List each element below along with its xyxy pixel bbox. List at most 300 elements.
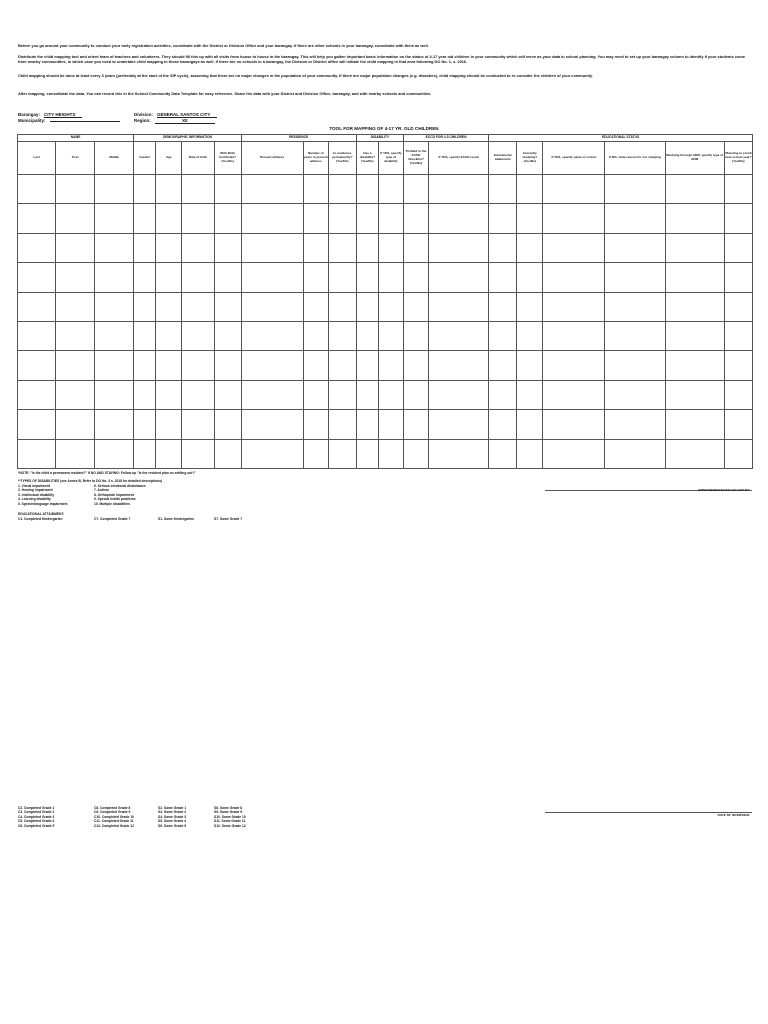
col-gender: Gender (134, 142, 156, 175)
table-cell[interactable] (403, 233, 428, 262)
list-item: S9. Some Grade 9 (214, 810, 243, 815)
table-cell[interactable] (403, 204, 428, 233)
instruction-paragraph-4: After mapping, consolidate the data. You can record this in the School Community Data Template for easy reference. Share the data with your District and Division Office, barangay, and with nearby schools and communities. (18, 91, 432, 96)
table-cell[interactable] (429, 351, 489, 380)
interviewed-by-label: INTERVIEWED BY/FILLED OUT BY: (698, 488, 750, 492)
table-cell[interactable] (303, 233, 328, 262)
col-eccd-result: If YES, specify ECCD result (429, 142, 489, 175)
table-cell[interactable] (241, 204, 303, 233)
table-cell[interactable] (56, 175, 95, 204)
col-first: First (56, 142, 95, 175)
table-cell[interactable] (95, 410, 134, 439)
table-cell[interactable] (724, 175, 752, 204)
table-cell[interactable] (605, 263, 665, 292)
legend-col-2 (94, 806, 134, 828)
table-cell[interactable] (156, 292, 182, 321)
table-cell[interactable] (156, 263, 182, 292)
table-cell[interactable] (356, 380, 378, 409)
table-cell[interactable] (18, 204, 56, 233)
table-cell[interactable] (303, 439, 328, 468)
table-cell[interactable] (303, 204, 328, 233)
instruction-paragraph-3: Child mapping should be done at least every 3 years (preferably at the start of the SIP cycle), assuming that there are no major changes in the population of your community. If there are major population changes (e.g. disasters), child mapping should be conducted to re-consider the children of your community. (18, 73, 593, 78)
list-item: 5. Speech/language impairment (18, 501, 68, 506)
table-cell[interactable] (543, 175, 605, 204)
table-cell[interactable] (303, 292, 328, 321)
table-body (18, 175, 753, 469)
table-row (18, 263, 753, 292)
col-birth-certificate: With Birth Certificate? (Yes/No) (214, 142, 241, 175)
table-cell[interactable] (724, 410, 752, 439)
table-cell[interactable] (356, 321, 378, 350)
table-cell[interactable] (56, 410, 95, 439)
table-cell[interactable] (517, 410, 543, 439)
table-cell[interactable] (134, 233, 156, 262)
table-cell[interactable] (134, 351, 156, 380)
table-cell[interactable] (517, 263, 543, 292)
col-present-address: Present address (241, 142, 303, 175)
table-cell[interactable] (724, 204, 752, 233)
list-item: 1. Visual impairment (18, 484, 51, 488)
table-cell[interactable] (356, 439, 378, 468)
table-cell[interactable] (665, 410, 724, 439)
date-of-interview-label: DATE OF INTERVIEW: (717, 813, 750, 817)
table-cell[interactable] (214, 175, 241, 204)
municipality-value (50, 121, 120, 122)
table-cell[interactable] (134, 175, 156, 204)
table-cell[interactable] (95, 439, 134, 468)
table-cell[interactable] (724, 380, 752, 409)
table-cell[interactable] (356, 410, 378, 439)
table-cell[interactable] (214, 321, 241, 350)
list-item: C6. Completed Grade 5 (18, 823, 55, 828)
table-cell[interactable] (489, 380, 517, 409)
table-cell[interactable] (403, 439, 428, 468)
table-cell[interactable] (489, 292, 517, 321)
table-cell[interactable] (95, 263, 134, 292)
table-row (18, 410, 753, 439)
table-cell[interactable] (156, 204, 182, 233)
table-cell[interactable] (403, 292, 428, 321)
list-item: S3. Some Grade 2 (158, 810, 187, 815)
table-cell[interactable] (403, 351, 428, 380)
table-cell[interactable] (605, 321, 665, 350)
legend-col-3 (158, 806, 186, 828)
list-item: C10. Completed Grade 10 (94, 814, 134, 819)
table-cell[interactable] (378, 175, 403, 204)
col-school-name: If YES, specify name of school (543, 142, 605, 175)
table-cell[interactable] (134, 321, 156, 350)
disability-types-col-2 (94, 484, 146, 506)
list-item: 7. Autism (94, 488, 109, 493)
table-cell[interactable] (18, 263, 56, 292)
table-cell[interactable] (214, 351, 241, 380)
col-last: Last (18, 142, 56, 175)
table-cell[interactable] (328, 380, 356, 409)
table-cell[interactable] (665, 439, 724, 468)
table-cell[interactable] (543, 410, 605, 439)
municipality-label: Municipality: (18, 118, 46, 123)
table-cell[interactable] (543, 263, 605, 292)
list-item: S4. Some Grade 3 (158, 814, 187, 819)
table-row (18, 233, 753, 262)
table-cell[interactable] (241, 263, 303, 292)
table-cell[interactable] (403, 263, 428, 292)
table-cell[interactable] (241, 380, 303, 409)
table-cell[interactable] (605, 351, 665, 380)
table-cell[interactable] (156, 351, 182, 380)
instruction-paragraph-1: Before you go around your community to conduct your early registration activities, coordinate with the District or Division Office and your barangay. If there are other schools in your barangay, coordinate with them as well. (18, 43, 429, 48)
table-cell[interactable] (605, 292, 665, 321)
list-item: 9. Special health problems (94, 497, 136, 502)
table-cell[interactable] (489, 321, 517, 350)
table-cell[interactable] (517, 380, 543, 409)
table-cell[interactable] (303, 321, 328, 350)
table-cell[interactable] (378, 380, 403, 409)
table-cell[interactable] (489, 263, 517, 292)
table-cell[interactable] (665, 175, 724, 204)
table-cell[interactable] (356, 204, 378, 233)
region-value: XII (155, 118, 215, 124)
table-cell[interactable] (134, 292, 156, 321)
group-demographic: DEMOGRAPHIC INFORMATION (134, 135, 241, 142)
list-item: C8. Completed Grade 8 (94, 806, 131, 810)
table-cell[interactable] (517, 351, 543, 380)
legend-col-1 (18, 806, 54, 828)
table-cell[interactable] (18, 175, 56, 204)
table-cell[interactable] (403, 410, 428, 439)
table-cell[interactable] (214, 204, 241, 233)
table-cell[interactable] (214, 263, 241, 292)
table-cell[interactable] (214, 439, 241, 468)
table-cell[interactable] (214, 233, 241, 262)
table-cell[interactable] (328, 263, 356, 292)
table-cell[interactable] (429, 175, 489, 204)
table-cell[interactable] (56, 351, 95, 380)
table-cell[interactable] (18, 321, 56, 350)
table-cell[interactable] (665, 380, 724, 409)
col-years-in-address: Number of years in present address (303, 142, 328, 175)
list-item: C7. Completed Grade 7 (94, 517, 131, 521)
table-cell[interactable] (182, 292, 214, 321)
table-cell[interactable] (18, 233, 56, 262)
col-adm-type: Studying through ADM, specify type of ADM (665, 142, 724, 175)
table-cell[interactable] (241, 410, 303, 439)
list-item: C4. Completed Grade 3 (18, 814, 55, 819)
list-item: S2. Some Grade 1 (158, 806, 187, 810)
disability-types-col-1 (18, 484, 67, 506)
table-row (18, 439, 753, 468)
table-cell[interactable] (429, 439, 489, 468)
group-eccd: ECCD FOR 4-5 CHILDREN (403, 135, 488, 142)
table-cell[interactable] (182, 380, 214, 409)
table-cell[interactable] (429, 204, 489, 233)
table-cell[interactable] (241, 321, 303, 350)
table-cell[interactable] (543, 292, 605, 321)
table-cell[interactable] (241, 175, 303, 204)
table-cell[interactable] (182, 321, 214, 350)
table-cell[interactable] (489, 410, 517, 439)
list-item: C3. Completed Grade 2 (18, 810, 55, 815)
table-cell[interactable] (724, 263, 752, 292)
table-cell[interactable] (605, 233, 665, 262)
list-item: C12. Completed Grade 12 (94, 823, 134, 828)
table-cell[interactable] (378, 321, 403, 350)
group-header-row (18, 135, 753, 142)
table-cell[interactable] (241, 292, 303, 321)
table-cell[interactable] (356, 292, 378, 321)
table-row (18, 204, 753, 233)
table-row (18, 175, 753, 204)
table-cell[interactable] (134, 380, 156, 409)
table-cell[interactable] (605, 204, 665, 233)
table-cell[interactable] (134, 439, 156, 468)
table-cell[interactable] (403, 321, 428, 350)
division-value: GENERAL SANTOS CITY (157, 112, 217, 118)
table-cell[interactable] (328, 233, 356, 262)
table-cell[interactable] (182, 351, 214, 380)
table-cell[interactable] (429, 233, 489, 262)
table-cell[interactable] (378, 292, 403, 321)
table-cell[interactable] (156, 233, 182, 262)
table-cell[interactable] (95, 292, 134, 321)
table-cell[interactable] (378, 410, 403, 439)
table-cell[interactable] (403, 175, 428, 204)
instruction-paragraph-2: Distribute the child mapping tool and orient team of teachers and volunteers. They should fill this up with all visits from house to house in the barangay. This will help you gather important basic information on the status of 4-17 year old children in your community which will serve as your data in school planning. You may need to set up your barangay column to identify if your students come from nearby communities, in which case you need to undertake child mapping in those barangays as well. If there are no schools in a barangay, the Division or District office will initiate the child mapping in that area following DO No. 1, s. 2016. (18, 54, 746, 64)
table-cell[interactable] (303, 410, 328, 439)
table-cell[interactable] (56, 263, 95, 292)
table-cell[interactable] (214, 410, 241, 439)
group-educational-status: EDUCATIONAL STATUS (489, 135, 753, 142)
table-cell[interactable] (489, 233, 517, 262)
list-item: C5. Completed Grade 4 (18, 819, 55, 824)
table-cell[interactable] (543, 233, 605, 262)
table-cell[interactable] (378, 233, 403, 262)
list-item: C11. Completed Grade 11 (94, 819, 134, 824)
table-cell[interactable] (56, 321, 95, 350)
list-item: C1. Completed Kindergarten (18, 517, 63, 521)
table-cell[interactable] (95, 380, 134, 409)
table-cell[interactable] (214, 380, 241, 409)
table-cell[interactable] (95, 351, 134, 380)
table-cell[interactable] (56, 380, 95, 409)
table-cell[interactable] (489, 204, 517, 233)
table-cell[interactable] (356, 263, 378, 292)
table-cell[interactable] (214, 292, 241, 321)
list-item: S1. Some Kindergarten (158, 517, 195, 521)
table-cell[interactable] (134, 204, 156, 233)
list-item: S10. Some Grade 10 (214, 814, 246, 819)
list-item: S7. Some Grade 7 (214, 517, 243, 521)
table-cell[interactable] (182, 410, 214, 439)
table-cell[interactable] (328, 410, 356, 439)
table-cell[interactable] (134, 410, 156, 439)
table-cell[interactable] (18, 380, 56, 409)
table-cell[interactable] (95, 321, 134, 350)
table-cell[interactable] (724, 439, 752, 468)
table-cell[interactable] (182, 233, 214, 262)
table-cell[interactable] (429, 292, 489, 321)
col-age: Age (156, 142, 182, 175)
list-item: 8. Orthopedic impairment (94, 492, 134, 497)
table-cell[interactable] (328, 439, 356, 468)
table-cell[interactable] (429, 410, 489, 439)
list-item: C2. Completed Grade 1 (18, 806, 55, 810)
table-cell[interactable] (378, 263, 403, 292)
table-cell[interactable] (156, 175, 182, 204)
col-enroll-next-year: Planning to enroll next school year? (Yes/No) (724, 142, 752, 175)
list-item: S5. Some Grade 4 (158, 819, 187, 824)
table-cell[interactable] (489, 175, 517, 204)
table-cell[interactable] (356, 351, 378, 380)
region-field (134, 118, 215, 124)
table-cell[interactable] (56, 204, 95, 233)
table-cell[interactable] (605, 439, 665, 468)
table-cell[interactable] (56, 439, 95, 468)
group-name: NAME (18, 135, 134, 142)
table-cell[interactable] (517, 439, 543, 468)
division-label: Division: (134, 112, 154, 117)
table-cell[interactable] (303, 351, 328, 380)
table-cell[interactable] (429, 263, 489, 292)
table-cell[interactable] (543, 380, 605, 409)
table-cell[interactable] (303, 380, 328, 409)
list-item: C9. Completed Grade 9 (94, 810, 131, 815)
group-disability: DISABILITY (356, 135, 403, 142)
table-cell[interactable] (543, 351, 605, 380)
col-eccd-profiled: Profiled in the ECCD Checklist? (Yes/No) (403, 142, 428, 175)
list-item: 3. Intellectual disability (18, 492, 55, 497)
table-cell[interactable] (303, 175, 328, 204)
table-cell[interactable] (429, 321, 489, 350)
table-cell[interactable] (303, 263, 328, 292)
table-cell[interactable] (182, 439, 214, 468)
educational-attainment-heading: EDUCATIONAL ATTAINMENT: (18, 512, 65, 516)
table-row (18, 380, 753, 409)
municipality-field (18, 118, 120, 123)
col-reason-not-studying: If NO, state reason for not studying (605, 142, 665, 175)
table-cell[interactable] (328, 175, 356, 204)
table-cell[interactable] (241, 439, 303, 468)
table-cell[interactable] (356, 175, 378, 204)
list-item: 10. Multiple disabilities (94, 501, 130, 506)
table-cell[interactable] (18, 439, 56, 468)
form-title: TOOL FOR MAPPING OF 4-17 YR. OLD CHILDREN (329, 126, 439, 131)
table-cell[interactable] (18, 410, 56, 439)
table-cell[interactable] (517, 321, 543, 350)
table-cell[interactable] (543, 204, 605, 233)
col-has-disability: Has a disability? (Yes/No) (356, 142, 378, 175)
table-cell[interactable] (724, 233, 752, 262)
col-middle: Middle (95, 142, 134, 175)
table-cell[interactable] (724, 351, 752, 380)
table-cell[interactable] (605, 410, 665, 439)
table-cell[interactable] (517, 204, 543, 233)
table-row (18, 321, 753, 350)
list-item: S12. Some Grade 12 (214, 823, 246, 828)
table-row (18, 292, 753, 321)
list-item: 2. Hearing impairment (18, 488, 53, 493)
table-cell[interactable] (378, 351, 403, 380)
table-cell[interactable] (156, 380, 182, 409)
col-permanent-resident: In residence permanently? (Yes/No) (328, 142, 356, 175)
table-cell[interactable] (378, 439, 403, 468)
table-cell[interactable] (95, 204, 134, 233)
col-disability-type: If YES, specify type of disability (378, 142, 403, 175)
table-cell[interactable] (156, 439, 182, 468)
table-cell[interactable] (56, 292, 95, 321)
table-cell[interactable] (489, 351, 517, 380)
child-mapping-table (17, 134, 753, 469)
col-date-of-birth: Date of birth (182, 142, 214, 175)
table-cell[interactable] (95, 233, 134, 262)
table-cell[interactable] (95, 175, 134, 204)
list-item: 4. Learning disability (18, 497, 51, 502)
table-cell[interactable] (328, 204, 356, 233)
table-cell[interactable] (156, 321, 182, 350)
table-cell[interactable] (665, 351, 724, 380)
table-cell[interactable] (356, 233, 378, 262)
table-cell[interactable] (517, 233, 543, 262)
table-cell[interactable] (182, 175, 214, 204)
permanent-resident-note: *NOTE: "Is the child a permanent resident?" If NO AND STAYING: Follow up "Is the resident plan on settling out?" (18, 471, 196, 475)
table-cell[interactable] (403, 380, 428, 409)
list-item: S11. Some Grade 11 (214, 819, 246, 824)
table-cell[interactable] (241, 233, 303, 262)
table-cell[interactable] (328, 292, 356, 321)
region-label: Region: (134, 118, 151, 123)
table-cell[interactable] (18, 351, 56, 380)
table-cell[interactable] (605, 175, 665, 204)
table-cell[interactable] (328, 321, 356, 350)
table-cell[interactable] (665, 204, 724, 233)
table-cell[interactable] (724, 321, 752, 350)
column-header-row (18, 142, 753, 175)
table-cell[interactable] (241, 351, 303, 380)
table-cell[interactable] (665, 321, 724, 350)
table-row (18, 351, 753, 380)
table-cell[interactable] (605, 380, 665, 409)
col-educational-attainment: Educational attainment (489, 142, 517, 175)
list-item: S6. Some Grade 5 (158, 823, 187, 828)
table-cell[interactable] (517, 292, 543, 321)
col-currently-studying: Currently studying? (Yes/No) (517, 142, 543, 175)
table-cell[interactable] (489, 439, 517, 468)
table-cell[interactable] (429, 380, 489, 409)
legend-col-4 (214, 806, 246, 828)
table-cell[interactable] (156, 410, 182, 439)
table-cell[interactable] (56, 233, 95, 262)
table-cell[interactable] (724, 292, 752, 321)
table-cell[interactable] (543, 439, 605, 468)
table-cell[interactable] (328, 351, 356, 380)
table-cell[interactable] (18, 292, 56, 321)
table-cell[interactable] (665, 233, 724, 262)
barangay-label: Barangay: (18, 112, 41, 117)
disability-types-heading: **TYPES OF DISABILITIES (see Annex B, Refer to DO No. 3 s. 2018 for detailed descriptions) (18, 479, 163, 483)
table-cell[interactable] (543, 321, 605, 350)
table-cell[interactable] (182, 263, 214, 292)
group-residence: RESIDENCE (241, 135, 356, 142)
list-item: S8. Some Grade 8 (214, 806, 243, 810)
table-cell[interactable] (182, 204, 214, 233)
table-cell[interactable] (665, 292, 724, 321)
table-cell[interactable] (378, 204, 403, 233)
barangay-value: CITY HEIGHTS (44, 112, 82, 118)
list-item: 6. Serious emotional disturbance (94, 484, 146, 488)
table-cell[interactable] (517, 175, 543, 204)
table-cell[interactable] (665, 263, 724, 292)
table-cell[interactable] (134, 263, 156, 292)
